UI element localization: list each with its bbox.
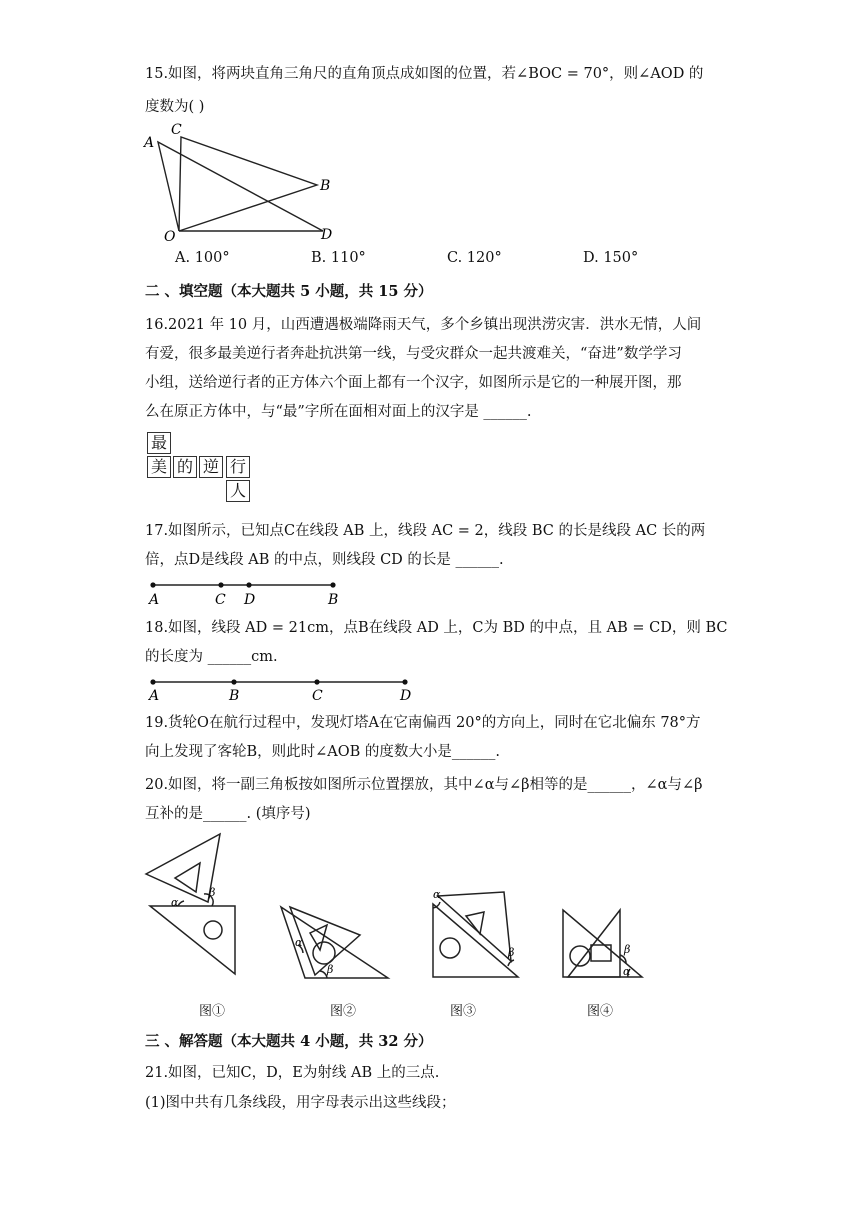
q19-text-line2: 向上发现了客轮B，则此时∠AOB 的度数大小是______. [145,744,501,760]
q20-text-line2: 互补的是______. (填序号) [145,806,311,822]
triangle-aod [158,142,323,231]
point-label: D [244,592,256,608]
alpha-label: α [433,888,441,901]
figure-caption-1: 图① [199,1004,226,1019]
q16-text-line2: 有爱，很多最美逆行者奔赴抗洪第一线，与受灾群众一起共渡难关，“奋进”数学学习 [145,346,682,362]
point-label: D [400,688,412,704]
q16-text-line1: 16.2021 年 10 月，山西遭遇极端降雨天气，多个乡镇出现洪涝灾害．洪水无情，人间 [145,317,702,333]
label-a: A [144,135,155,151]
point-label: A [149,688,160,704]
label-b: B [320,178,331,194]
beta-label: β [624,943,631,956]
q16-text-line4: 么在原正方体中，与“最”字所在面相对面上的汉字是 ______. [145,404,532,420]
q17-text-line2: 倍，点D是线段 AB 的中点，则线段 CD 的长是 ______. [145,552,504,568]
point-label: B [328,592,339,608]
q21-text-line1: 21.如图，已知C，D，E为射线 AB 上的三点. [145,1065,440,1081]
label-d: D [321,227,333,243]
beta-label: β [209,886,216,899]
point-label: C [312,688,323,704]
beta-label: β [508,946,515,959]
cube-face: 逆 [199,456,223,478]
q20-figure-2 [275,895,393,985]
alpha-label: α [295,936,303,949]
q18-text-line1: 18.如图，线段 AD = 21cm，点B在线段 AD 上，C为 BD 的中点，且 AB = CD，则 BC [145,620,728,636]
point-label: A [149,592,160,608]
q20-text-line1: 20.如图，将一副三角板按如图所示位置摆放，其中∠α与∠β相等的是______，∠α与∠β [145,777,703,793]
beta-label: β [327,963,334,976]
figure-caption-2: 图② [330,1004,357,1019]
q17-segment-figure [140,576,360,610]
cube-face: 的 [173,456,197,478]
alpha-label: α [623,965,631,978]
cube-face: 行 [226,456,250,478]
q17-text-line1: 17.如图所示，已知点C在线段 AB 上，线段 AC = 2，线段 BC 的长是线段 AC 长的两 [145,523,706,539]
section-heading-2: 二 、填空题（本大题共 5 小题，共 15 分） [145,283,433,300]
q18-text-line2: 的长度为 ______cm. [145,649,278,665]
q21-text-line2: (1)图中共有几条线段，用字母表示出这些线段； [145,1095,456,1111]
q15-text-line2: 度数为( ) [145,99,205,115]
alpha-label: α [171,896,179,909]
q20-figure-1 [140,826,250,982]
q15-option-c: C. 120° [447,250,502,266]
label-o: O [164,229,176,245]
q15-text-line1: 15.如图，将两块直角三角尺的直角顶点成如图的位置，若∠BOC = 70°，则∠AOD 的 [145,66,704,82]
q16-text-line3: 小组，送给逆行者的正方体六个面上都有一个汉字，如图所示是它的一种展开图，那 [145,375,682,391]
section-heading-3: 三 、解答题（本大题共 4 小题，共 32 分） [145,1033,433,1050]
q18-segment-figure [140,674,430,708]
q15-option-a: A. 100° [175,250,230,266]
figure-caption-4: 图④ [587,1004,614,1019]
q19-text-line1: 19.货轮O在航行过程中，发现灯塔A在它南偏西 20°的方向上，同时在它北偏东 78°方 [145,715,701,731]
point-label: B [229,688,240,704]
q15-option-d: D. 150° [583,250,639,266]
cube-face: 最 [147,432,171,454]
cube-face: 美 [147,456,171,478]
figure-caption-3: 图③ [450,1004,477,1019]
q20-figure-3 [428,886,528,982]
label-c: C [171,122,182,138]
q20-figure-4 [558,905,650,983]
q15-option-b: B. 110° [311,250,366,266]
q15-figure [140,120,340,245]
cube-face: 人 [226,480,250,502]
point-label: C [215,592,226,608]
